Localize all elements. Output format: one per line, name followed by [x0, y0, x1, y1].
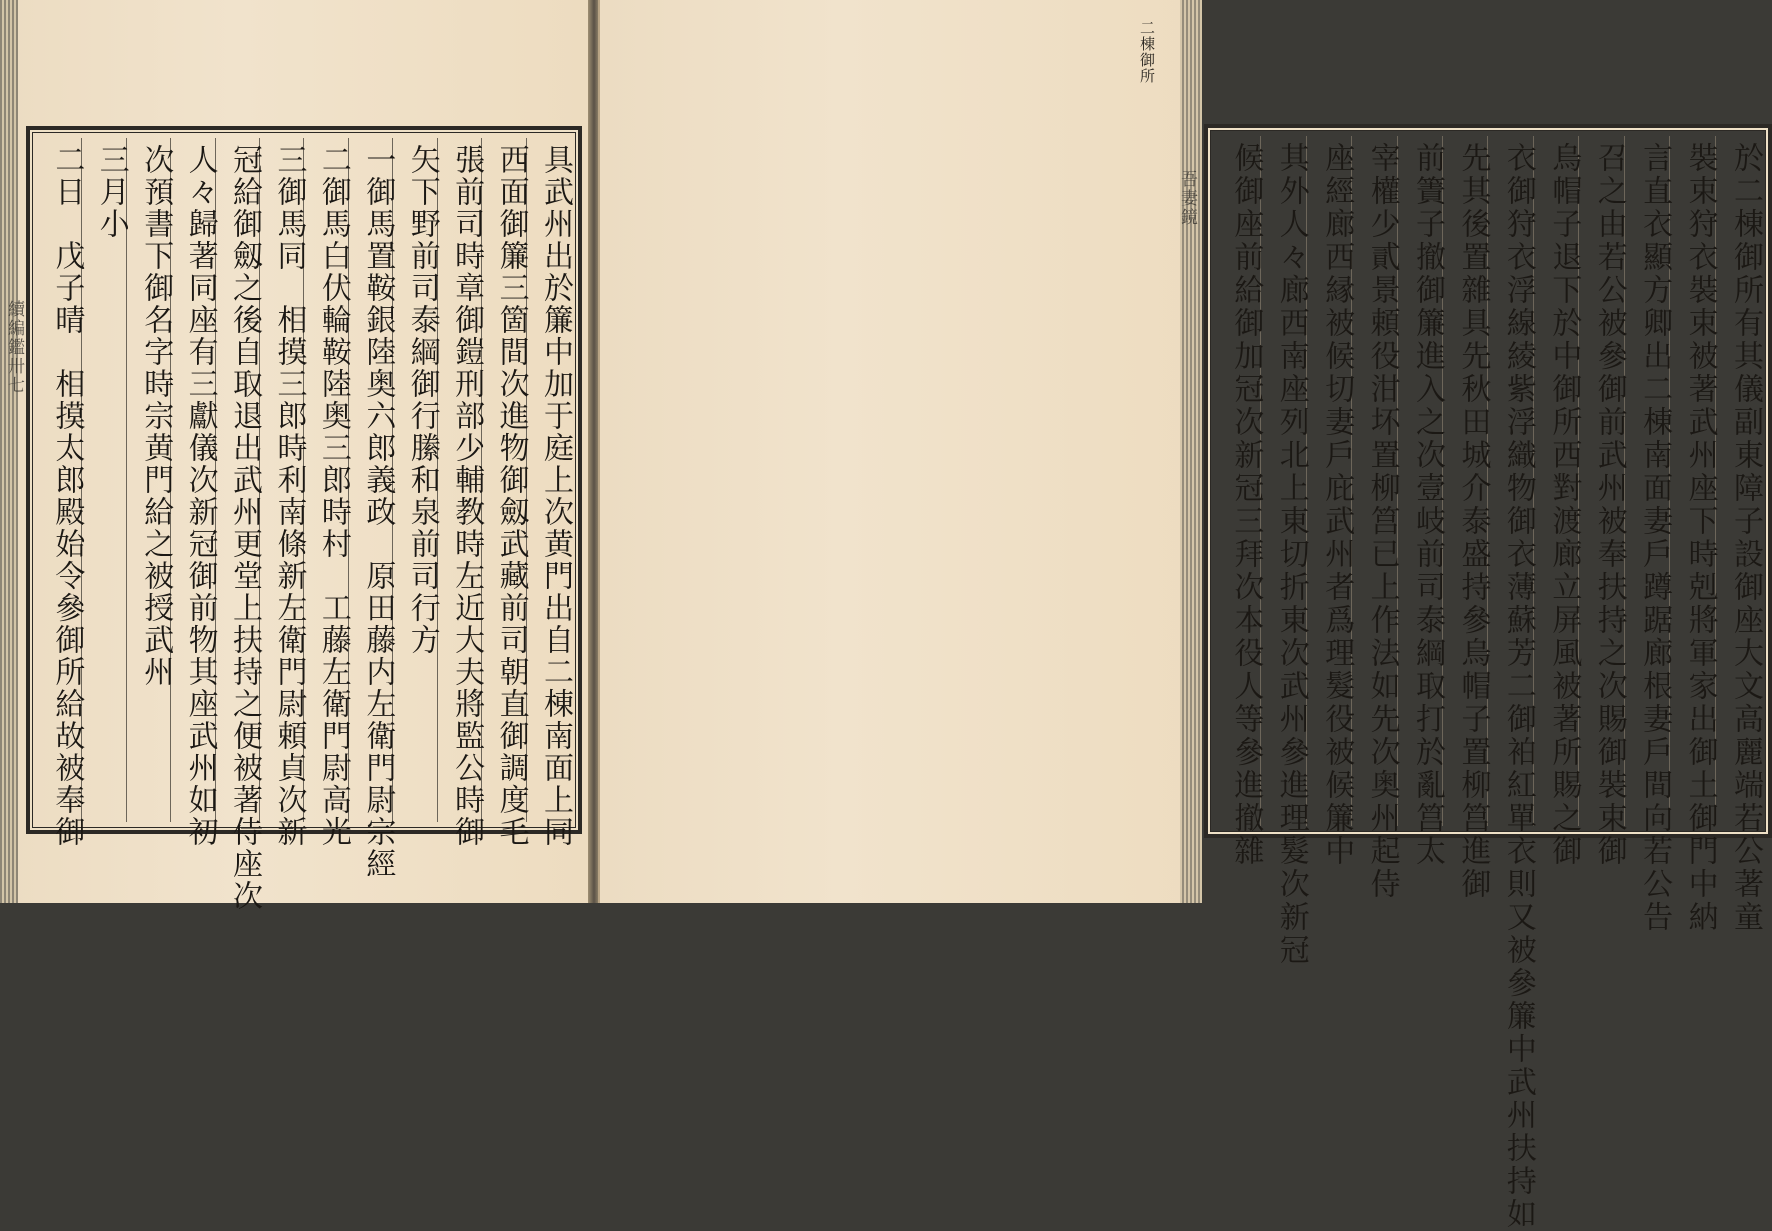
right-column-8: 前簀子撤御簾進入之次壹岐前司泰綱取打於亂筥太 [1397, 136, 1442, 826]
right-text-frame [1204, 124, 1772, 1231]
right-column-9: 宰權少貳景頼役泔坏置柳筥已上作法如先次奥州起侍 [1351, 136, 1396, 826]
left-page-edge [0, 0, 18, 903]
right-column-12: 候御座前給御加冠次新冠三拜次本役人等參進撤雜 [1228, 142, 1264, 868]
left-column-12: 二日 戊子晴 相摸太郎殿始令參御所給故被奉御 [49, 144, 85, 848]
right-column-2: 裝束狩衣裝束被著武州座下時剋將軍家出御土御門中納 [1669, 136, 1714, 826]
right-column-10: 座經廊西縁被候切妻戶庇武州者爲理髮役被候簾中 [1306, 136, 1351, 826]
left-column-3: 張前司時章御鎧刑部少輔教時左近大夫將監公時御 [437, 138, 481, 822]
right-columns [1216, 136, 1763, 1231]
left-column-2: 西面御簾三箇間次進物御劔武藏前司朝直御調度毛 [481, 138, 525, 822]
right-spine-label: 吾妻鏡 [1177, 170, 1197, 227]
left-column-5: 一御馬置鞍銀陸奥六郎義政 原田藤内左衛門尉宗經 [348, 138, 392, 822]
left-column-6: 二御馬白伏輪鞍陸奥三郎時村 工藤左衛門尉高光 [303, 138, 347, 822]
right-column-7: 先其後置雜具先秋田城介泰盛持參烏帽子置柳筥進御 [1442, 136, 1487, 826]
left-column-7: 三御馬同 相摸三郎時利南條新左衛門尉頼貞次新 [259, 138, 303, 822]
right-column-1: 於二棟御所有其儀副東障子設御座大文高麗端若公著童 [1715, 136, 1760, 826]
left-column-1: 具武州出於簾中加于庭上次黄門出自二棟南面上同 [526, 138, 570, 822]
left-page [0, 0, 592, 912]
left-column-9: 人々歸著同座有三獻儀次新冠御前物其座武州如初 [170, 138, 214, 822]
left-column-4: 矢下野前司泰綱御行縢和泉前司行方 [392, 138, 436, 822]
left-column-11: 三月小 [81, 138, 125, 822]
right-page-edge [1180, 0, 1202, 903]
margin-note: 二棟御所 [1138, 20, 1156, 84]
left-column-8: 冠給御劔之後自取退出武州更堂上扶持之便被著侍座次 [215, 138, 259, 822]
right-column-11: 其外人々廊西南座列北上東切折東次武州參進理髮次新冠 [1260, 136, 1305, 826]
right-column-4: 召之由若公被參御前武州被奉扶持之次賜御裝束御 [1578, 136, 1623, 826]
right-column-3: 言直衣顯方卿出二棟南面妻戶蹲踞廊根妻戶間向若公告 [1624, 136, 1669, 826]
right-column-5: 烏帽子退下於中御所西對渡廊立屏風被著所賜之御 [1533, 136, 1578, 826]
right-page [598, 0, 1763, 1231]
left-column-10: 次預書下御名字時宗黄門給之被授武州 [126, 138, 170, 822]
right-column-6: 衣御狩衣浮線綾紫浮織物御衣薄蘇芳二御袙紅單衣則又被參簾中武州扶持如 [1487, 136, 1532, 826]
left-columns [38, 138, 573, 912]
left-text-frame [26, 126, 582, 912]
left-spine-label: 續編鑑卅七 [4, 300, 24, 395]
